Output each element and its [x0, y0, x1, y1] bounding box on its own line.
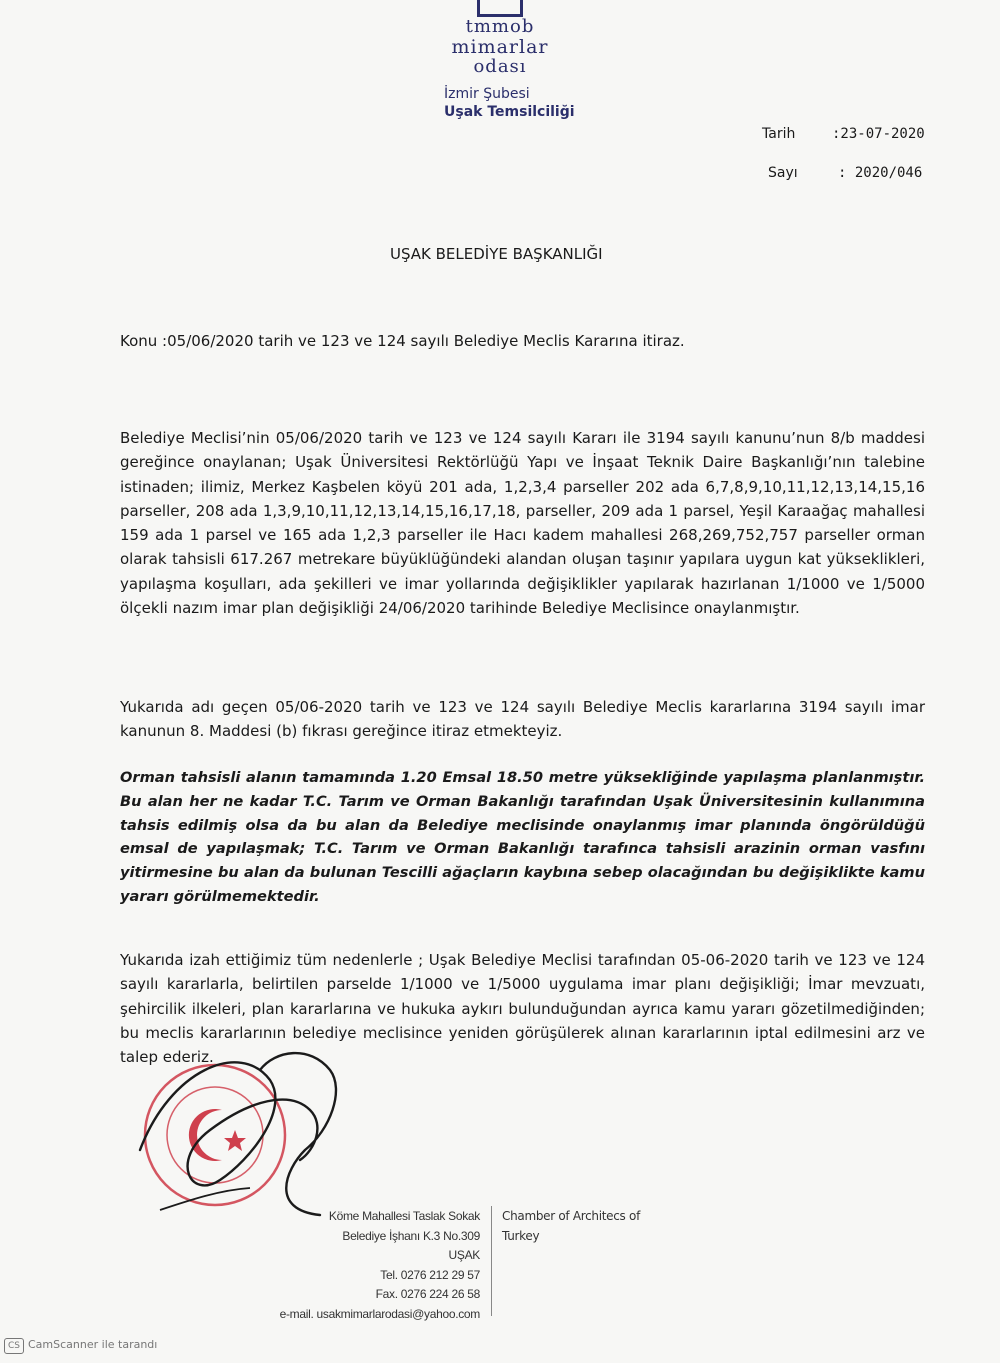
footer-address-line: Belediye İşhanı K.3 No.309	[342, 1228, 480, 1243]
body-paragraph-4: Yukarıda izah ettiğimiz tüm nedenlerle ; Uşak Belediye Meclisi tarafından 05-06-2020 tarih ve 123 ve 124 sayılı kararlarla, belirtilen parselde 1/1000 ve 1/5000 uygulama imar planı değişikliği; İmar mevzuatı, şehircilik ilkeleri, plan kararlarına ve hukuka aykırı bulunduğundan ayrıca kamu yararı gözetilmediğinden; bu meclis kararlarının belediye meclisince yeniden görüşülerek alınan kararlarının iptal edilmesini arz ve talep ederiz.	[120, 951, 925, 1067]
footer-fax: Fax. 0276 224 26 58	[375, 1287, 480, 1301]
footer-english-name	[502, 1207, 652, 1246]
number-value: : 2020/046	[838, 165, 923, 181]
footer-address	[245, 1207, 480, 1324]
camscanner-icon: CS	[4, 1338, 24, 1354]
branch-name: İzmir Şubesi	[444, 86, 530, 102]
footer-divider	[491, 1206, 492, 1316]
org-name-line-3: odası	[473, 56, 527, 77]
scanner-label: CamScanner ile tarandı	[28, 1338, 158, 1351]
date-value: :23-07-2020	[832, 126, 925, 142]
footer-english-line: Chamber of Architecs of	[502, 1209, 640, 1223]
handwritten-signature	[100, 1010, 400, 1230]
footer-address-line: Köme Mahallesi Taslak Sokak	[328, 1209, 480, 1223]
scanner-watermark	[4, 1338, 157, 1354]
date-row	[762, 126, 925, 142]
footer-email: e-mail. usakmimarlarodasi@yahoo.com	[279, 1306, 480, 1321]
footer-english-line: Turkey	[502, 1228, 540, 1243]
org-name-line-2: mimarlar	[451, 36, 549, 58]
org-name-line-1: tmmob	[465, 16, 535, 37]
footer-phone: Tel. 0276 212 29 57	[380, 1267, 480, 1282]
representative-office: Uşak Temsilciliği	[444, 104, 575, 120]
body-paragraph-1: Belediye Meclisi’nin 05/06/2020 tarih ve 123 ve 124 sayılı Kararı ile 3194 sayılı kanunu’nun 8/b maddesi gereğince onaylanan; Uşak Üniversitesi Rektörlüğü Yapı ve İnşaat Teknik Daire Başkanlığı’nın talebine istinaden; ilimiz, Merkez Kaşbelen köyü 201 ada, 1,2,3,4 parseller 202 ada 6,7,8,9,10,11,12,13,14,15,16 parseller, 208 ada 1,3,9,10,11,12,13,14,15,16,17,18, parseller, 209 ada 1 parsel, Yeşil Karaağaç mahallesi 159 ada 1 parsel ve 165 ada 1,2,3 parseller ile Hacı kadem mahallesi 268,269,752,757 parseller orman olarak tahsisli 617.267 metrekare büyüklüğündeki alandan oluşan taşınır yapılara uygun kat yükseklikleri, yapılaşma koşulları, ada şekilleri ve imar yollarında değişiklikler yapılarak hazırlanan 1/1000 ve 1/5000 ölçekli nazım imar plan değişikliği 24/06/2020 tarihinde Belediye Meclisince onaylanmıştır.	[120, 429, 925, 618]
org-logo	[420, 0, 580, 77]
body-paragraph-3: Orman tahsisli alanın tamamında 1.20 Emsal 18.50 metre yüksekliğinde yapılaşma planlanmıştır. Bu alan her ne kadar T.C. Tarım ve Orman Bakanlığı tarafından Uşak Üniversitesinin kullanımına tahsis edilmiş olsa da bu alan da Belediye meclisinde onaylanmış imar planında öngörüldüğü emsal de yapılaşmak; T.C. Tarım ve Orman Bakanlığı tarafınca tahsisli arazinin orman vasfını yitirmesine bu alan da bulunan Tescilli ağaçların kaybına sebep olacağından bu değişiklikte kamu yararı görülmemektedir.	[120, 769, 925, 905]
footer-address-line: UŞAK	[448, 1248, 480, 1262]
number-row	[768, 165, 922, 181]
date-label: Tarih	[762, 126, 796, 142]
number-label: Sayı	[768, 165, 798, 181]
body-paragraph-2: Yukarıda adı geçen 05/06-2020 tarih ve 123 ve 124 sayılı Belediye Meclis kararlarına 3194 sayılı imar kanunun 8. Maddesi (b) fıkrası gereğince itiraz etmekteyiz.	[120, 698, 925, 741]
subject-line: Konu :05/06/2020 tarih ve 123 ve 124 sayılı Belediye Meclis Kararına itiraz.	[120, 332, 685, 350]
addressee: UŞAK BELEDİYE BAŞKANLIĞI	[390, 245, 603, 263]
logo-mark-icon	[477, 0, 523, 17]
